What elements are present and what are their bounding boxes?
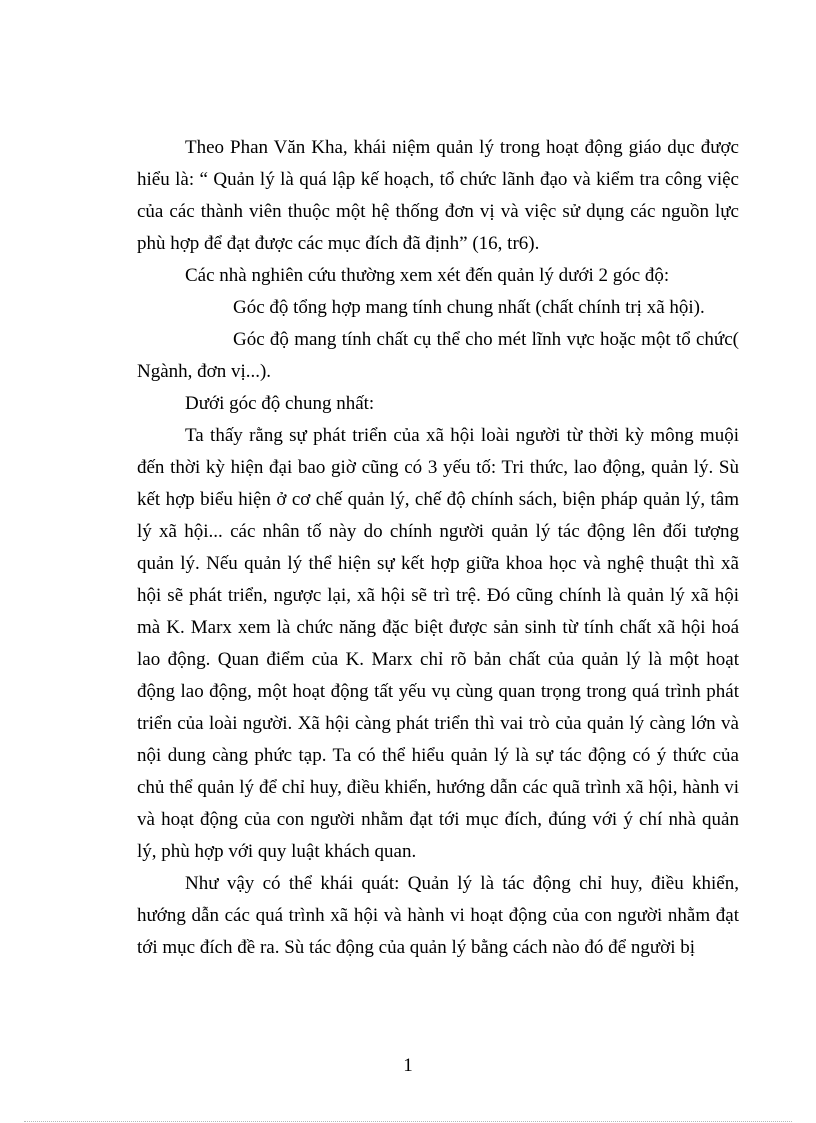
document-body <box>137 132 739 964</box>
paragraph-social-development: Ta thấy rằng sự phát triển của xã hội loài người từ thời kỳ mông muội đến thời kỳ hiện đại bao giờ cũng có 3 yếu tố: Tri thức, lao động, quản lý. Sù kết hợp biểu hiện ở cơ chế quản lý, chế độ chính sách, biện pháp quản lý, tâm lý xã hội... các nhân tố này do chính người quản lý tác động lên đối tượng quản lý. Nếu quản lý thể hiện sự kết hợp giữa khoa học và nghệ thuật thì xã hội sẽ phát triển, ngược lại, xã hội sẽ trì trệ. Đó cũng chính là quản lý xã hội mà K. Marx xem là chức năng đặc biệt được sản sinh từ tính chất xã hội hoá lao động. Quan điểm của K. Marx chỉ rõ bản chất của quản lý là một hoạt động lao động, một hoạt động tất yếu vụ cùng quan trọng trong quá trình phát triển của loài người. Xã hội càng phát triển thì vai trò của quản lý càng lớn và nội dung càng phức tạp. Ta có thể hiểu quản lý là sự tác động có ý thức của chủ thể quản lý để chỉ huy, điều khiển, hướng dẫn các quã trình xã hội, hành vi và hoạt động của con người nhằm đạt tới mục đích, đúng với ý chí nhà quản lý, phù hợp với quy luật khách quan. <box>137 425 739 862</box>
page-number: 1 <box>403 1055 413 1076</box>
paragraph-general-heading: Dưới góc độ chung nhất: <box>185 393 375 414</box>
paragraph-two-perspectives: Các nhà nghiên cứu thường xem xét đến quản lý dưới 2 góc độ: <box>185 265 670 286</box>
paragraph-general-perspective: Góc độ tổng hợp mang tính chung nhất (chất chính trị xã hội). <box>233 297 705 318</box>
paragraph-summary: Như vậy có thể khái quát: Quản lý là tác động chỉ huy, điều khiển, hướng dẫn các quá trình xã hội và hành vi hoạt động của con người nhằm đạt tới mục đích đề ra. Sù tác động của quản lý bằng cách nào đó để người bị <box>137 873 739 958</box>
paragraph-definition: Theo Phan Văn Kha, khái niệm quản lý trong hoạt động giáo dục được hiểu là: “ Quản lý là quá lập kế hoạch, tổ chức lãnh đạo và kiểm tra công việc của các thành viên thuộc một hệ thống đơn vị và việc sử dụng các nguồn lực phù hợp để đạt được các mục đích đã định” (16, tr6). <box>137 137 739 254</box>
page-bottom-divider <box>24 1121 792 1122</box>
paragraph-specific-perspective: Góc độ mang tính chất cụ thể cho mét lĩnh vực hoặc một tổ chức( Ngành, đơn vị...). <box>137 329 739 382</box>
